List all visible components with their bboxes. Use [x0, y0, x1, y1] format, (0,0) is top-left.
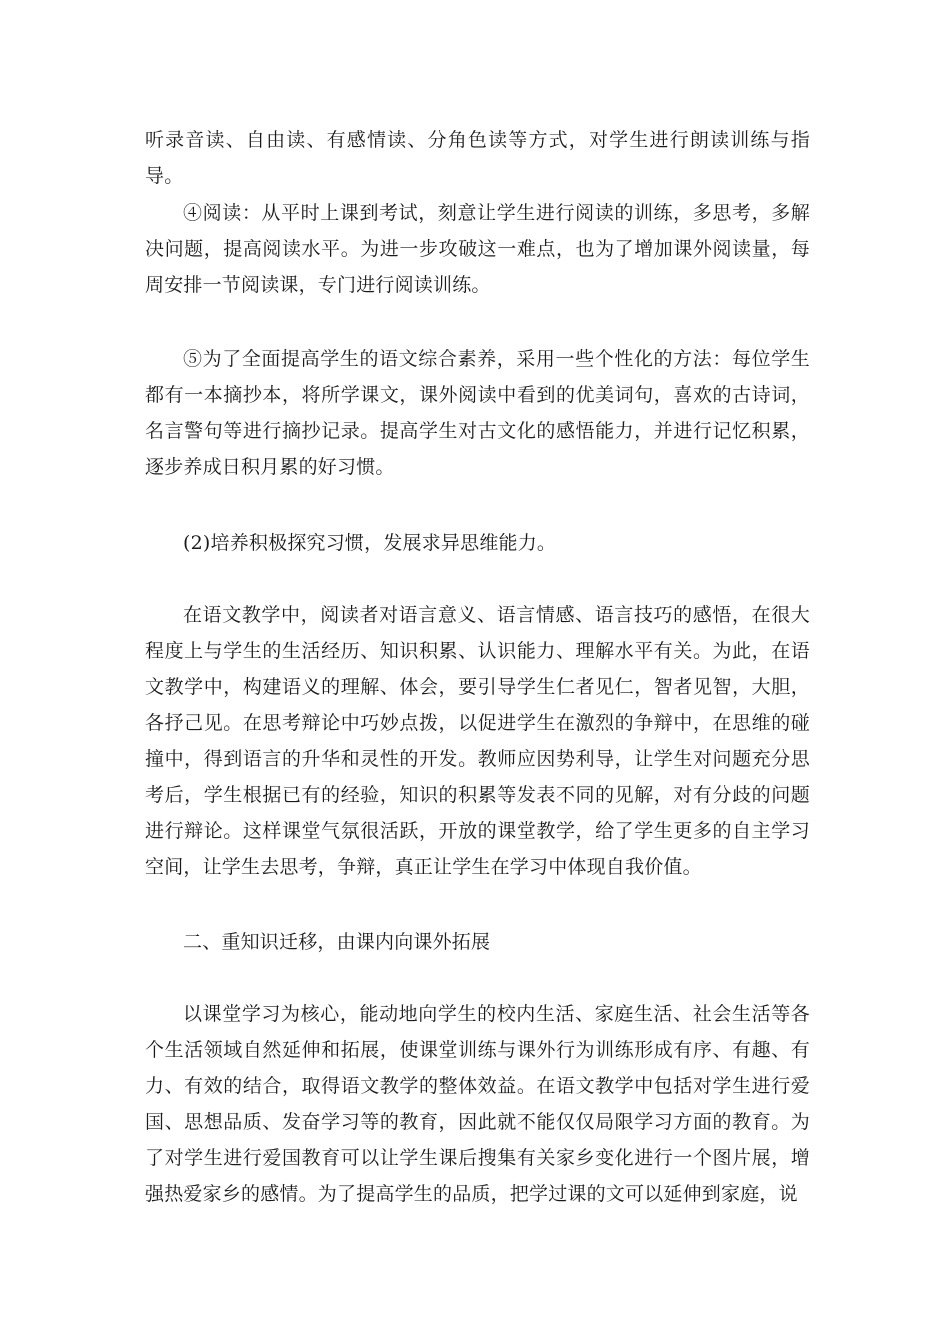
paragraph-inquiry-discussion: 在语文教学中，阅读者对语言意义、语言情感、语言技巧的感悟，在很大程度上与学生的生活经历、知识积累、认识能力、理解水平有关。为此，在语文教学中，构建语义的理解、体会，要引导学生仁者见仁，智者见智，大胆，各抒己见。在思考辩论中巧妙点拨，以促进学生在激烈的争辩中，在思维的碰撞中，得到语言的升华和灵性的开发。教师应因势利导，让学生对问题充分思考后，学生根据已有的经验，知识的积累等发表不同的见解，对有分歧的问题进行辩论。这样课堂气氛很活跃，开放的课堂教学，给了学生更多的自主学习空间，让学生去思考，争辩，真正让学生在学习中体现自我价值。	[145, 604, 810, 878]
paragraph-excerpt-notebook: ⑤为了全面提高学生的语文综合素养，采用一些个性化的方法：每位学生都有一本摘抄本，将所学课文，课外阅读中看到的优美词句，喜欢的古诗词，名言警句等进行摘抄记录。提高学生对古文化的感悟能力，并进行记忆积累，逐步养成日积月累的好习惯。	[145, 348, 810, 478]
section-heading-knowledge-transfer: 二、重知识迁移，由课内向课外拓展	[183, 931, 491, 953]
paragraph-reading-training: ④阅读：从平时上课到考试，刻意让学生进行阅读的训练，多思考，多解决问题，提高阅读水平。为进一步攻破这一难点，也为了增加课外阅读量，每周安排一节阅读课，专门进行阅读训练。	[145, 202, 810, 296]
subheading-inquiry-habits: (2)培养积极探究习惯，发展求异思维能力。	[183, 532, 557, 554]
paragraph-reading-methods: 听录音读、自由读、有感情读、分角色读等方式，对学生进行朗读训练与指导。	[145, 129, 810, 187]
paragraph-classroom-extension: 以课堂学习为核心，能动地向学生的校内生活、家庭生活、社会生活等各个生活领域自然延伸和拓展，使课堂训练与课外行为训练形成有序、有趣、有力、有效的结合，取得语文教学的整体效益。在语文教学中包括对学生进行爱国、思想品质、发奋学习等的教育，因此就不能仅仅局限学习方面的教育。为了对学生进行爱国教育可以让学生课后搜集有关家乡变化进行一个图片展，增强热爱家乡的感情。为了提高学生的品质，把学过课的文可以延伸到家庭，说	[145, 1003, 810, 1205]
